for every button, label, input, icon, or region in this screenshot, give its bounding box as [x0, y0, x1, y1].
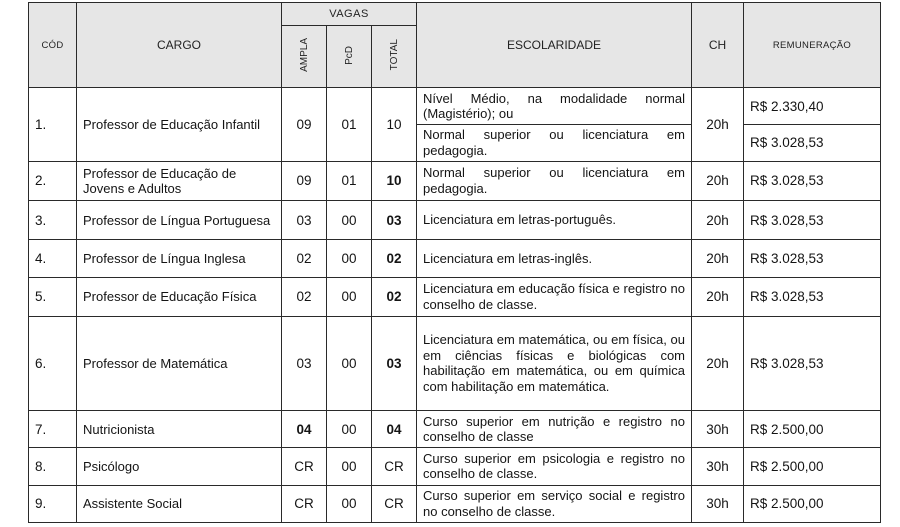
cell-escolaridade: Curso superior em serviço social e registro no conselho de classe.	[417, 485, 692, 522]
cell-ampla: 02	[282, 240, 327, 277]
cell-ch: 20h	[692, 88, 744, 162]
cell-pcd: 00	[327, 201, 372, 240]
cell-remuneracao: R$ 2.500,00	[744, 448, 881, 485]
table-row	[29, 410, 881, 447]
cell-cargo: Psicólogo	[77, 448, 282, 485]
table-row	[29, 240, 881, 277]
cell-escolaridade: Licenciatura em educação física e registro no conselho de classe.	[417, 277, 692, 316]
cell-cod: 9.	[29, 485, 77, 522]
cell-total: 02	[372, 277, 417, 316]
cell-pcd: 00	[327, 317, 372, 411]
cell-total: 03	[372, 201, 417, 240]
cell-ch: 20h	[692, 277, 744, 316]
cell-cargo: Professor de Educação Infantil	[77, 88, 282, 162]
cell-remuneracao: R$ 3.028,53	[744, 317, 881, 411]
cell-cod: 2.	[29, 161, 77, 200]
cell-escolaridade: Licenciatura em letras-inglês.	[417, 240, 692, 277]
cell-total: CR	[372, 448, 417, 485]
header-cod: CÓD	[29, 3, 77, 88]
cell-escolaridade: Normal superior ou licenciatura em pedagogia.	[417, 125, 692, 161]
cell-ampla: 09	[282, 88, 327, 162]
cell-remuneracao: R$ 3.028,53	[744, 277, 881, 316]
cell-cod: 1.	[29, 88, 77, 162]
header-total: TOTAL	[372, 26, 417, 88]
vacancies-table	[28, 2, 881, 523]
table-row	[29, 201, 881, 240]
cell-escolaridade: Curso superior em psicologia e registro no conselho de classe.	[417, 448, 692, 485]
cell-ampla: 04	[282, 410, 327, 447]
cell-pcd: 00	[327, 448, 372, 485]
cell-ampla: CR	[282, 448, 327, 485]
cell-pcd: 00	[327, 240, 372, 277]
table-row	[29, 485, 881, 522]
header-cargo: CARGO	[77, 3, 282, 88]
cell-ampla: 03	[282, 201, 327, 240]
cell-remuneracao: R$ 2.330,40	[744, 88, 881, 125]
cell-ch: 20h	[692, 317, 744, 411]
cell-escolaridade: Licenciatura em letras-português.	[417, 201, 692, 240]
cell-cargo: Professor de Língua Portuguesa	[77, 201, 282, 240]
header-remuneracao: REMUNERAÇÃO	[744, 3, 881, 88]
cell-remuneracao: R$ 3.028,53	[744, 240, 881, 277]
cell-ch: 30h	[692, 410, 744, 447]
cell-remuneracao: R$ 3.028,53	[744, 201, 881, 240]
header-ch: CH	[692, 3, 744, 88]
cell-ch: 20h	[692, 240, 744, 277]
cell-cargo: Professor de Matemática	[77, 317, 282, 411]
table-row	[29, 317, 881, 411]
cell-total: 04	[372, 410, 417, 447]
header-pcd: PcD	[327, 26, 372, 88]
header-vagas: VAGAS	[282, 3, 417, 26]
cell-cargo: Professor de Educação de Jovens e Adultos	[77, 161, 282, 200]
cell-cargo: Professor de Educação Física	[77, 277, 282, 316]
cell-remuneracao: R$ 3.028,53	[744, 125, 881, 161]
cell-total: 10	[372, 161, 417, 200]
cell-escolaridade: Licenciatura em matemática, ou em física, ou em ciências físicas e biológicas com habilitação em matemática, ou em química com habilitação em matemática.	[417, 317, 692, 411]
cell-pcd: 00	[327, 485, 372, 522]
cell-ampla: CR	[282, 485, 327, 522]
cell-ampla: 03	[282, 317, 327, 411]
header-ampla: AMPLA	[282, 26, 327, 88]
cell-cargo: Assistente Social	[77, 485, 282, 522]
table-row	[29, 448, 881, 485]
table-row	[29, 277, 881, 316]
cell-cod: 4.	[29, 240, 77, 277]
cell-ampla: 09	[282, 161, 327, 200]
cell-remuneracao: R$ 2.500,00	[744, 485, 881, 522]
cell-cod: 5.	[29, 277, 77, 316]
cell-ch: 20h	[692, 161, 744, 200]
cell-escolaridade: Nível Médio, na modalidade normal (Magistério); ou	[417, 88, 692, 125]
cell-remuneracao: R$ 2.500,00	[744, 410, 881, 447]
cell-cod: 8.	[29, 448, 77, 485]
cell-cod: 3.	[29, 201, 77, 240]
cell-pcd: 01	[327, 161, 372, 200]
cell-ch: 30h	[692, 485, 744, 522]
cell-escolaridade: Normal superior ou licenciatura em pedagogia.	[417, 161, 692, 200]
cell-total: CR	[372, 485, 417, 522]
table-row	[29, 88, 881, 125]
cell-cod: 6.	[29, 317, 77, 411]
cell-pcd: 00	[327, 277, 372, 316]
cell-ampla: 02	[282, 277, 327, 316]
cell-cargo: Professor de Língua Inglesa	[77, 240, 282, 277]
cell-cargo: Nutricionista	[77, 410, 282, 447]
cell-total: 02	[372, 240, 417, 277]
cell-pcd: 01	[327, 88, 372, 162]
cell-pcd: 00	[327, 410, 372, 447]
table-row	[29, 161, 881, 200]
cell-ch: 30h	[692, 448, 744, 485]
cell-escolaridade: Curso superior em nutrição e registro no conselho de classe	[417, 410, 692, 447]
header-escolaridade: ESCOLARIDADE	[417, 3, 692, 88]
cell-remuneracao: R$ 3.028,53	[744, 161, 881, 200]
cell-total: 03	[372, 317, 417, 411]
cell-ch: 20h	[692, 201, 744, 240]
cell-total: 10	[372, 88, 417, 162]
cell-cod: 7.	[29, 410, 77, 447]
